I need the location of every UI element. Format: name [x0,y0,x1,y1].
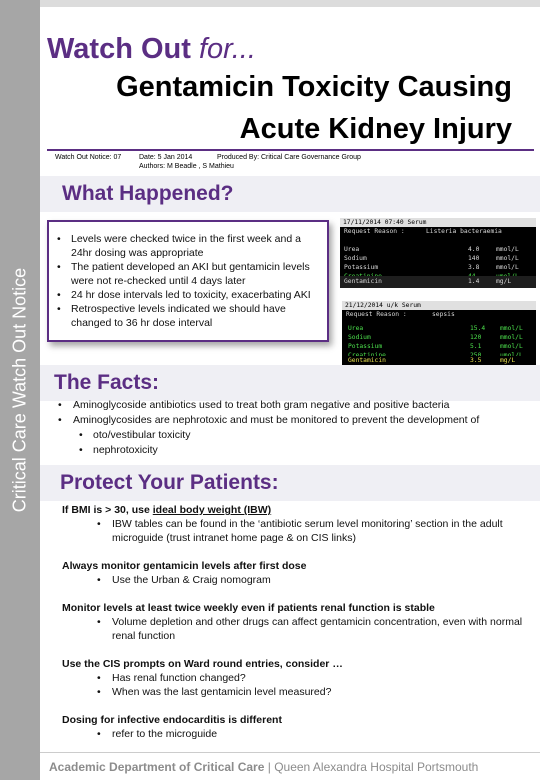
list-item: • Use the Urban & Craig nomogram [62,573,532,587]
cis-heading: Use the CIS prompts on Ward round entries, consider … [62,658,343,670]
list-item: • 24 hr dose intervals led to toxicity, exacerbating AKI [57,288,321,302]
lab-reason-value: Listeria bacteraemia [426,228,502,235]
lab-gentamicin-row-1 [340,276,536,288]
list-item: • Levels were checked twice in the first week and a 24hr dosing was appropriate [57,232,321,260]
lab-test-name: Urea [344,246,360,253]
lab-test-value: 3.5 [470,357,482,364]
lab-test-value: 15.4 [470,325,486,332]
lab-test-name: Potassium [344,264,379,271]
lab-test-name: Gentamicin [344,278,382,285]
bmi-prefix: If BMI is > 30, use [62,504,153,516]
protect-bar [40,465,540,501]
sidebar-title: Critical Care Watch Out Notice [9,267,30,513]
watch-out-heading [47,33,256,66]
bmi-list [62,517,532,545]
lab-header: 17/11/2014 07:40 Serum [340,218,536,227]
notice-producer: Produced By: Critical Care Governance Group [217,154,361,161]
lab-test-name: Sodium [348,334,371,341]
notice-date: Date: 5 Jan 2014 [139,154,193,161]
monitor-heading: Always monitor gentamicin levels after first dose [62,560,307,572]
lab-test-unit: mmol/L [500,343,523,350]
lab-test-name: Urea [348,325,364,332]
protect-section [62,503,532,741]
list-item: • When was the last gentamicin level measured? [62,685,532,699]
what-happened-list [57,232,321,330]
lab-test-value: 5.1 [470,343,482,350]
bmi-heading [62,503,532,517]
what-happened-bar [40,176,540,212]
list-item: • nephrotoxicity [55,443,535,458]
ibw-link-text: ideal body weight (IBW) [152,504,272,516]
list-item: • Has renal function changed? [62,671,532,685]
lab-test-name: Gentamicin [348,357,386,364]
footer-hospital: Queen Alexandra Hospital Portsmouth [274,760,479,774]
lab-test-value: 140 [468,255,480,262]
lab-test-value: 120 [470,334,482,341]
lab-test-name: Potassium [348,343,383,350]
list-item: • refer to the microguide [62,727,532,741]
lab-test-value: 1.4 [468,278,480,285]
list-item: • IBW tables can be found in the ‘antibiotic serum level monitoring’ section in the adult microguide (trust intranet home page & on CIS links) [62,517,532,545]
lab-reason-label: Request Reason : [346,311,407,318]
endocarditis-list [62,727,532,741]
footer-divider [40,752,540,753]
watch-out-label: Watch Out [47,33,191,65]
footer-department: Academic Department of Critical Care [49,760,265,774]
lab-header: 21/12/2014 u/k Serum [342,301,536,310]
lab-test-name: Sodium [344,255,367,262]
top-divider [40,0,540,7]
lab-test-unit: mmol/L [496,264,519,271]
lab-test-unit: mmol/L [496,255,519,262]
list-item: • oto/vestibular toxicity [55,428,535,443]
list-item: • The patient developed an AKI but gentamicin levels were not re-checked until 4 days later [57,260,321,288]
endocarditis-heading: Dosing for infective endocarditis is different [62,714,282,726]
what-happened-heading: What Happened? [62,182,234,205]
cis-list [62,671,532,699]
lab-test-unit: mmol/L [500,325,523,332]
facts-list [55,398,535,458]
footer-separator: | [264,760,275,774]
lab-test-unit: mmol/L [496,246,519,253]
list-item: • Aminoglycoside antibiotics used to treat both gram negative and positive bacteria [55,398,535,413]
what-happened-box [47,220,329,342]
lab-reason-value: sepsis [432,311,455,318]
lab-test-unit: mmol/L [500,334,523,341]
list-item: • Retrospective levels indicated we should have changed to 36 hr dose interval [57,302,321,330]
twice-weekly-list [62,615,532,643]
protect-heading: Protect Your Patients: [60,471,279,494]
meta-divider [47,149,534,151]
page-title [32,66,512,150]
notice-meta [55,154,385,172]
facts-heading: The Facts: [54,371,160,394]
lab-reason-label: Request Reason : [344,228,405,235]
footer [49,760,478,774]
monitor-list [62,573,532,587]
notice-number: Watch Out Notice: 07 [55,154,122,161]
twice-weekly-heading: Monitor levels at least twice weekly even if patients renal function is stable [62,602,435,614]
title-line-2: Acute Kidney Injury [239,113,512,145]
lab-test-value: 4.0 [468,246,480,253]
list-item: • Aminoglycosides are nephrotoxic and must be monitored to prevent the development of [55,413,535,428]
notice-authors: Authors: M Beadle , S Mathieu [139,163,234,170]
lab-test-unit: mg/L [500,357,516,364]
lab-test-unit: mg/L [496,278,512,285]
title-line-1: Gentamicin Toxicity Causing [116,71,512,103]
facts-bar [40,365,540,401]
for-label: for... [198,33,256,65]
list-item: • Volume depletion and other drugs can affect gentamicin concentration, even with normal renal function [62,615,532,643]
lab-test-value: 3.8 [468,264,480,271]
